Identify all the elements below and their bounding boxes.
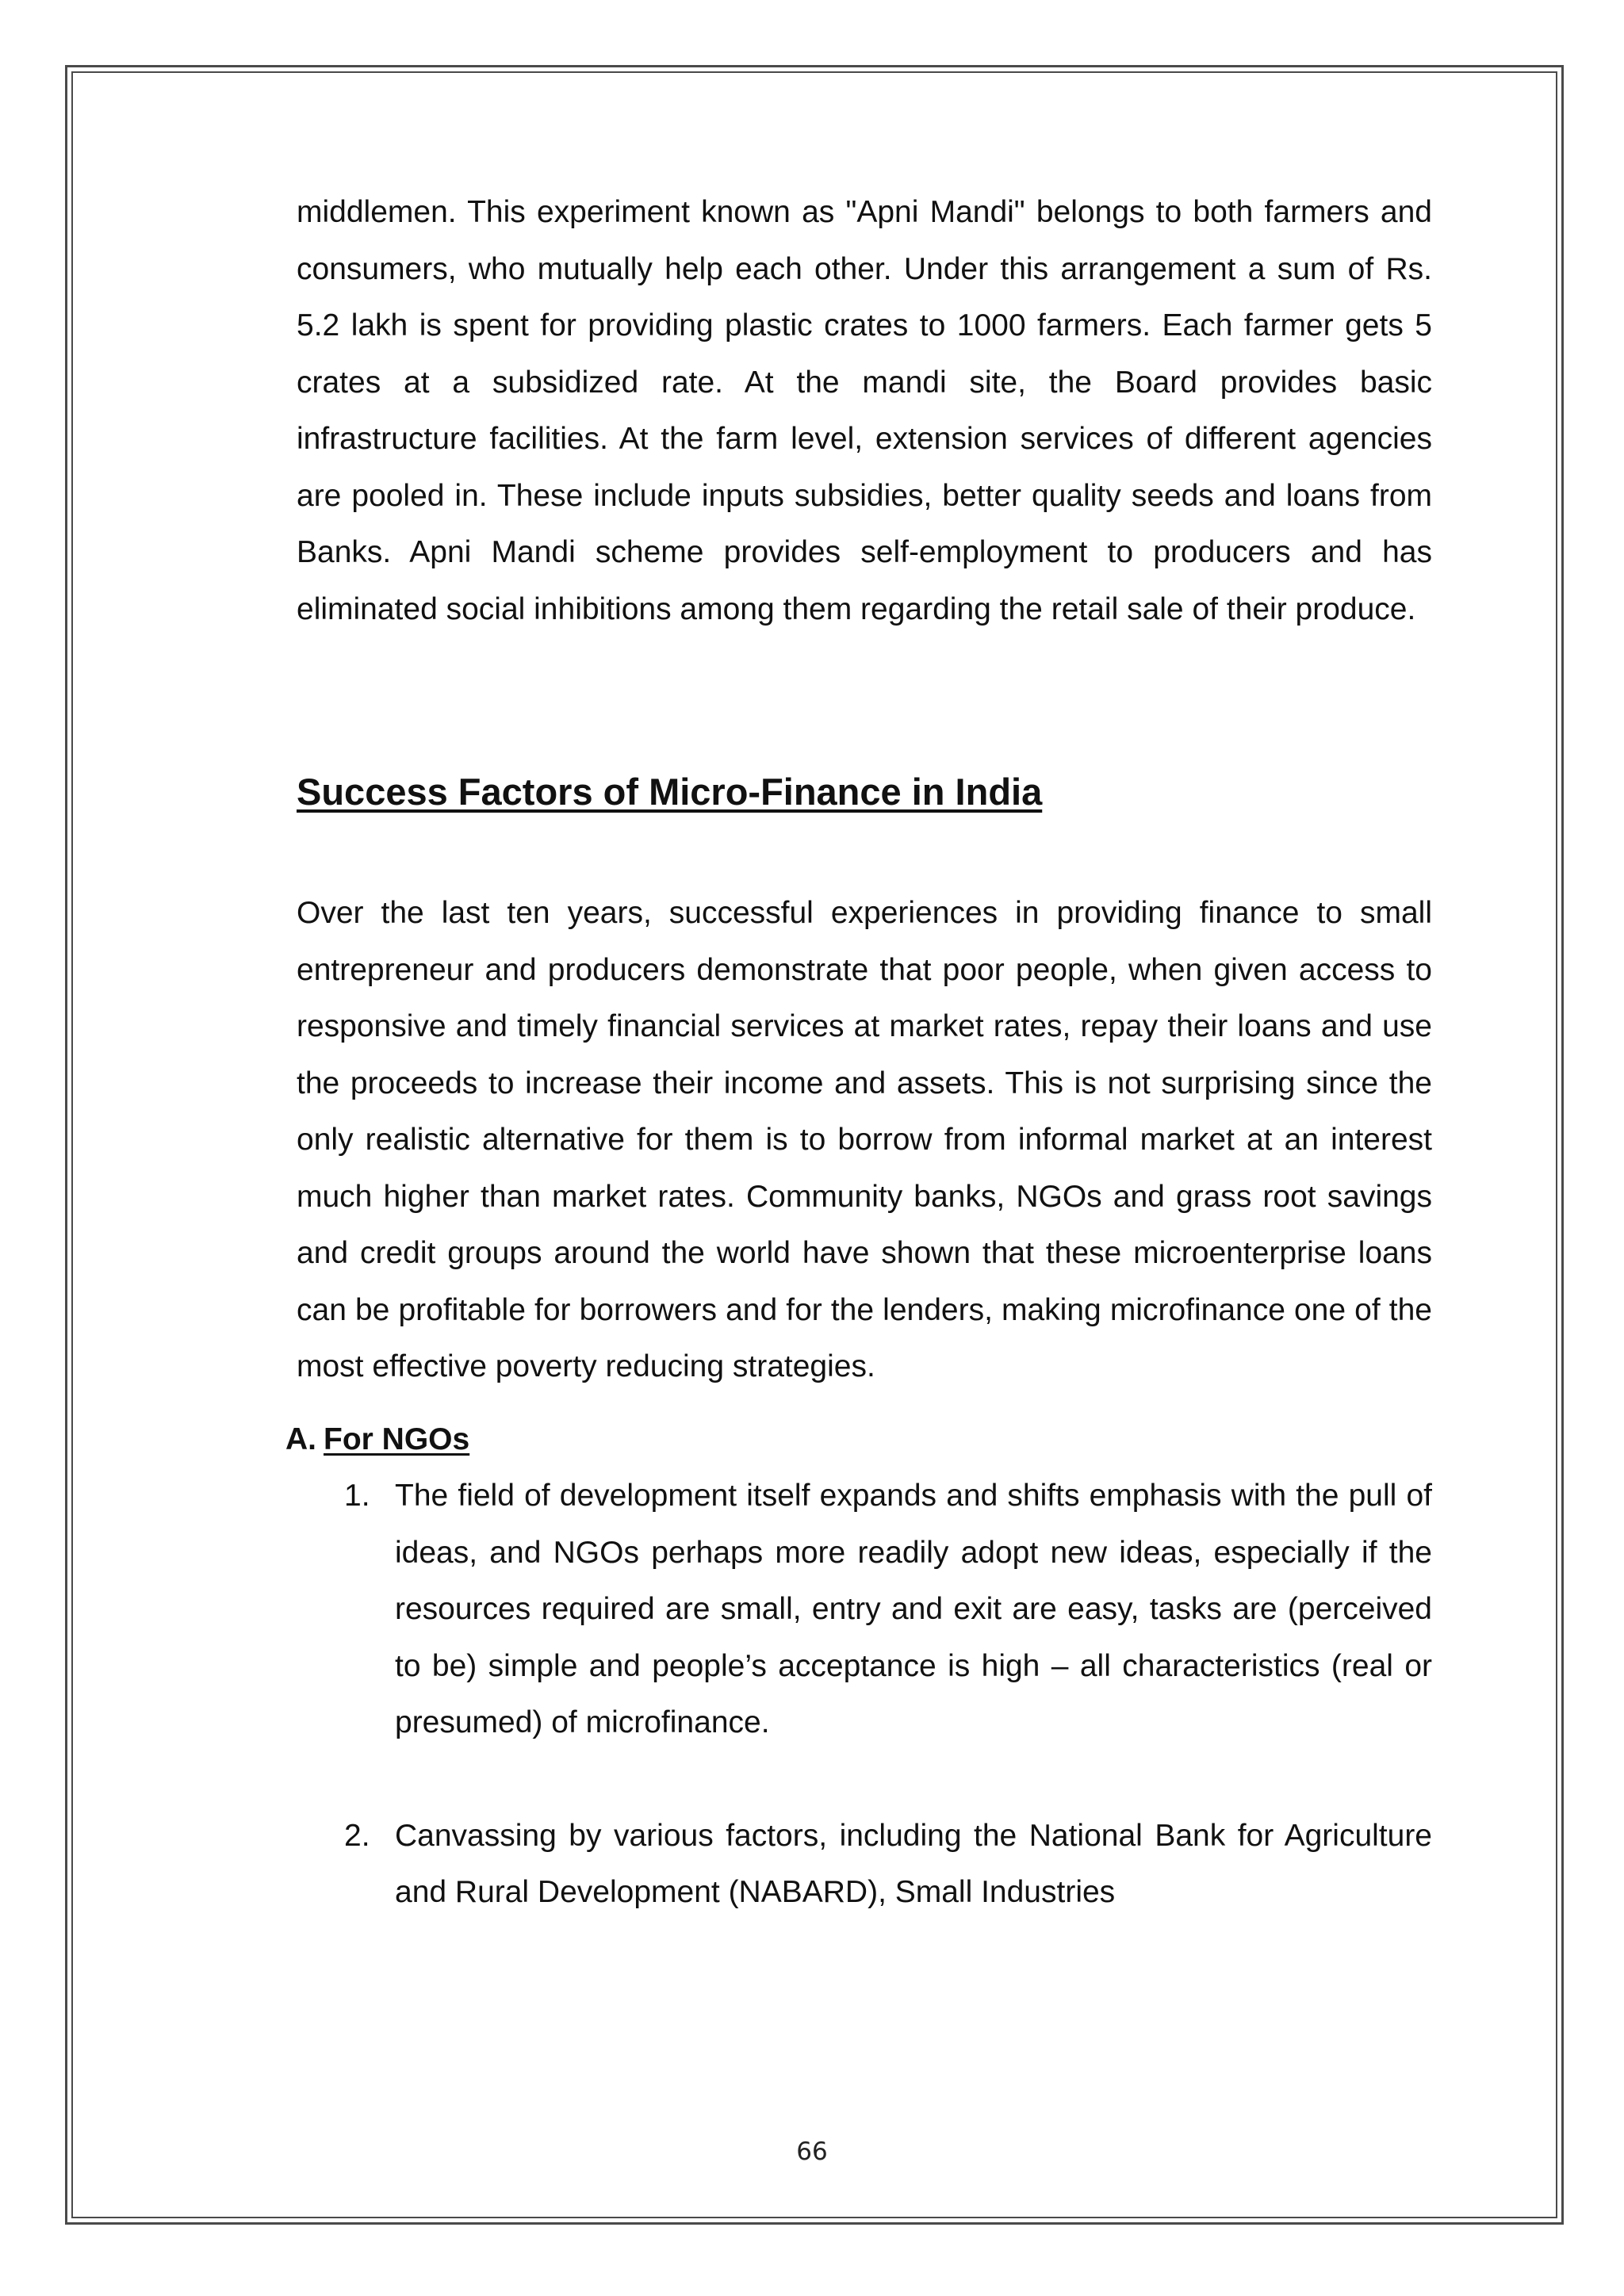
continuation-paragraph: middlemen. This experiment known as "Apni Mandi" belongs to both farmers and consumers, who mutually help each other. Under this arrangement a sum of Rs. 5.2 lakh is spent for providing plastic crates to 1000 farmers. Each farmer gets 5 crates at a subsidized rate. At the mandi site, the Board provides basic infrastructure facilities. At the farm level, extension services of different agencies are pooled in. These include inputs subsidies, better quality seeds and loans from Banks. Apni Mandi scheme provides self-employment to producers and has eliminated social inhibitions among them regarding the retail sale of their produce. (297, 195, 1432, 626)
list-item-number: 1. (344, 1479, 370, 1513)
page-content (285, 184, 1432, 1921)
list-item-number: 2. (344, 1818, 370, 1853)
list-item-text: The field of development itself expands and shifts emphasis with the pull of ideas, and NGOs perhaps more readily adopt new ideas, especially if the resources required are small, entry and exit are easy, tasks are (perceived to be) simple and people’s acceptance is high – all characteristics (real or presumed) of microfinance. (395, 1479, 1432, 1739)
intro-paragraph: Over the last ten years, successful experiences in providing finance to small entrepreneur and producers demonstrate that poor people, when given access to responsive and timely financial services at market rates, repay their loans and use the proceeds to increase their income and assets. This is not surprising since the only realistic alternative for them is to borrow from informal market at an interest much higher than market rates. Community banks, NGOs and grass root savings and credit groups around the world have shown that these microenterprise loans can be profitable for borrowers and for the lenders, making microfinance one of the most effective poverty reducing strategies. (297, 896, 1432, 1383)
subsection-title: For NGOs (324, 1422, 470, 1456)
subsection-heading (285, 1411, 1432, 1468)
list-item (297, 1808, 1432, 1921)
list-item (297, 1468, 1432, 1751)
page-number: 66 (796, 2137, 828, 2166)
section-heading: Success Factors of Micro-Finance in India (297, 771, 1043, 813)
list-item-text: Canvassing by various factors, including the National Bank for Agriculture and Rural Development (NABARD), Small Industries (395, 1818, 1432, 1909)
numbered-list (297, 1468, 1432, 1921)
subsection-marker: A. (285, 1422, 316, 1456)
